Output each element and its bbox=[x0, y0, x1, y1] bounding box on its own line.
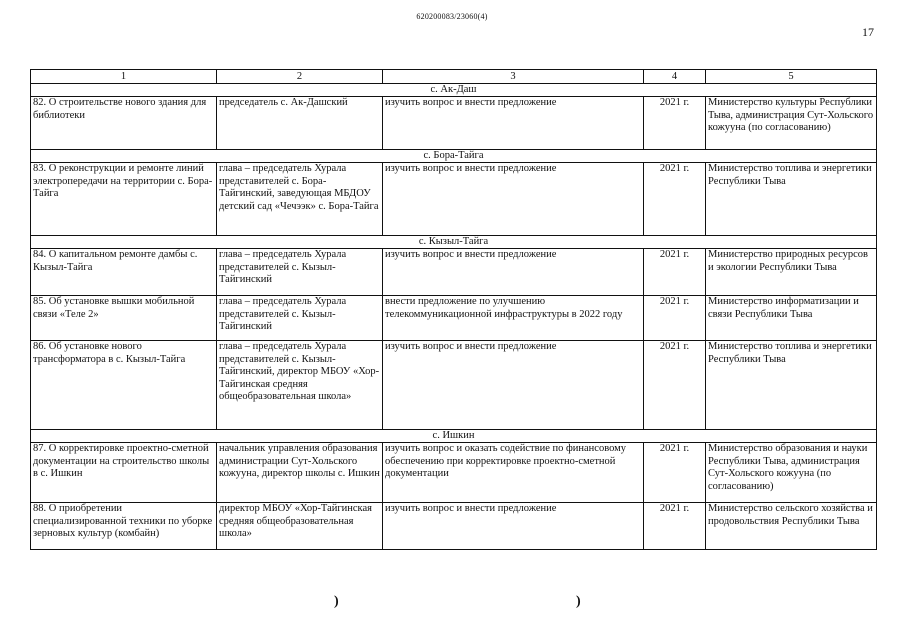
village-header-row bbox=[31, 430, 877, 443]
planned-action: изучить вопрос и внести предложение bbox=[383, 341, 644, 430]
deadline: 2021 г. bbox=[644, 503, 706, 550]
column-number: 5 bbox=[706, 70, 877, 84]
handwritten-mark: ) bbox=[576, 594, 581, 609]
executor: Министерство культуры Республики Тыва, администрация Сут-Хольского кожууна (по согласованию) bbox=[706, 97, 877, 150]
table-row bbox=[31, 296, 877, 341]
item-title: 83. О реконструкции и ремонте линий электропередачи на территории с. Бора-Тайга bbox=[31, 163, 217, 236]
planned-action: изучить вопрос и оказать содействие по финансовому обеспечению при корректировке проектно-сметной документации bbox=[383, 443, 644, 503]
responsible-person: глава – председатель Хурала представителей с. Бора-Тайгинский, заведующая МБДОУ детский сад «Чечээк» с. Бора-Тайга bbox=[217, 163, 383, 236]
village-name: с. Ишкин bbox=[31, 430, 877, 443]
table-row bbox=[31, 503, 877, 550]
deadline: 2021 г. bbox=[644, 163, 706, 236]
village-header-row bbox=[31, 84, 877, 97]
document-code: 620200083/23060(4) bbox=[416, 12, 488, 21]
table-row bbox=[31, 163, 877, 236]
village-header-row bbox=[31, 236, 877, 249]
responsible-person: председатель с. Ак-Дашский bbox=[217, 97, 383, 150]
deadline: 2021 г. bbox=[644, 249, 706, 296]
deadline: 2021 г. bbox=[644, 443, 706, 503]
executor: Министерство топлива и энергетики Республики Тыва bbox=[706, 163, 877, 236]
item-title: 82. О строительстве нового здания для библиотеки bbox=[31, 97, 217, 150]
responsible-person: начальник управления образования администрации Сут-Хольского кожууна, директор школы с. Ишкин bbox=[217, 443, 383, 503]
handwritten-mark: ) bbox=[334, 594, 339, 609]
table-row bbox=[31, 341, 877, 430]
table-row bbox=[31, 249, 877, 296]
item-title: 85. Об установке вышки мобильной связи «Теле 2» bbox=[31, 296, 217, 341]
column-number-row bbox=[31, 70, 877, 84]
village-name: с. Бора-Тайга bbox=[31, 150, 877, 163]
column-number: 1 bbox=[31, 70, 217, 84]
village-header-row bbox=[31, 150, 877, 163]
executor: Министерство топлива и энергетики Республики Тыва bbox=[706, 341, 877, 430]
executor: Министерство информатизации и связи Республики Тыва bbox=[706, 296, 877, 341]
village-name: с. Ак-Даш bbox=[31, 84, 877, 97]
responsible-person: глава – председатель Хурала представителей с. Кызыл-Тайгинский bbox=[217, 249, 383, 296]
item-title: 88. О приобретении специализированной техники по уборке зерновых культур (комбайн) bbox=[31, 503, 217, 550]
item-title: 84. О капитальном ремонте дамбы с. Кызыл-Тайга bbox=[31, 249, 217, 296]
item-title: 86. Об установке нового трансформатора в с. Кызыл-Тайга bbox=[31, 341, 217, 430]
deadline: 2021 г. bbox=[644, 97, 706, 150]
planned-action: изучить вопрос и внести предложение bbox=[383, 97, 644, 150]
column-number: 2 bbox=[217, 70, 383, 84]
village-name: с. Кызыл-Тайга bbox=[31, 236, 877, 249]
planned-action: внести предложение по улучшению телекоммуникационной инфраструктуры в 2022 году bbox=[383, 296, 644, 341]
planned-action: изучить вопрос и внести предложение bbox=[383, 249, 644, 296]
page-number: 17 bbox=[862, 25, 874, 39]
table-row bbox=[31, 443, 877, 503]
executor: Министерство природных ресурсов и экологии Республики Тыва bbox=[706, 249, 877, 296]
executor: Министерство сельского хозяйства и продовольствия Республики Тыва bbox=[706, 503, 877, 550]
responsible-person: глава – председатель Хурала представителей с. Кызыл-Тайгинский bbox=[217, 296, 383, 341]
measures-table bbox=[30, 69, 877, 550]
executor: Министерство образования и науки Республики Тыва, администрация Сут-Хольского кожууна (по согласованию) bbox=[706, 443, 877, 503]
responsible-person: глава – председатель Хурала представителей с. Кызыл-Тайгинский, директор МБОУ «Хор-Тайгинская средняя общеобразовательная школа» bbox=[217, 341, 383, 430]
column-number: 3 bbox=[383, 70, 644, 84]
planned-action: изучить вопрос и внести предложение bbox=[383, 503, 644, 550]
planned-action: изучить вопрос и внести предложение bbox=[383, 163, 644, 236]
deadline: 2021 г. bbox=[644, 341, 706, 430]
responsible-person: директор МБОУ «Хор-Тайгинская средняя общеобразовательная школа» bbox=[217, 503, 383, 550]
table-row bbox=[31, 97, 877, 150]
column-number: 4 bbox=[644, 70, 706, 84]
item-title: 87. О корректировке проектно-сметной документации на строительство школы в с. Ишкин bbox=[31, 443, 217, 503]
deadline: 2021 г. bbox=[644, 296, 706, 341]
